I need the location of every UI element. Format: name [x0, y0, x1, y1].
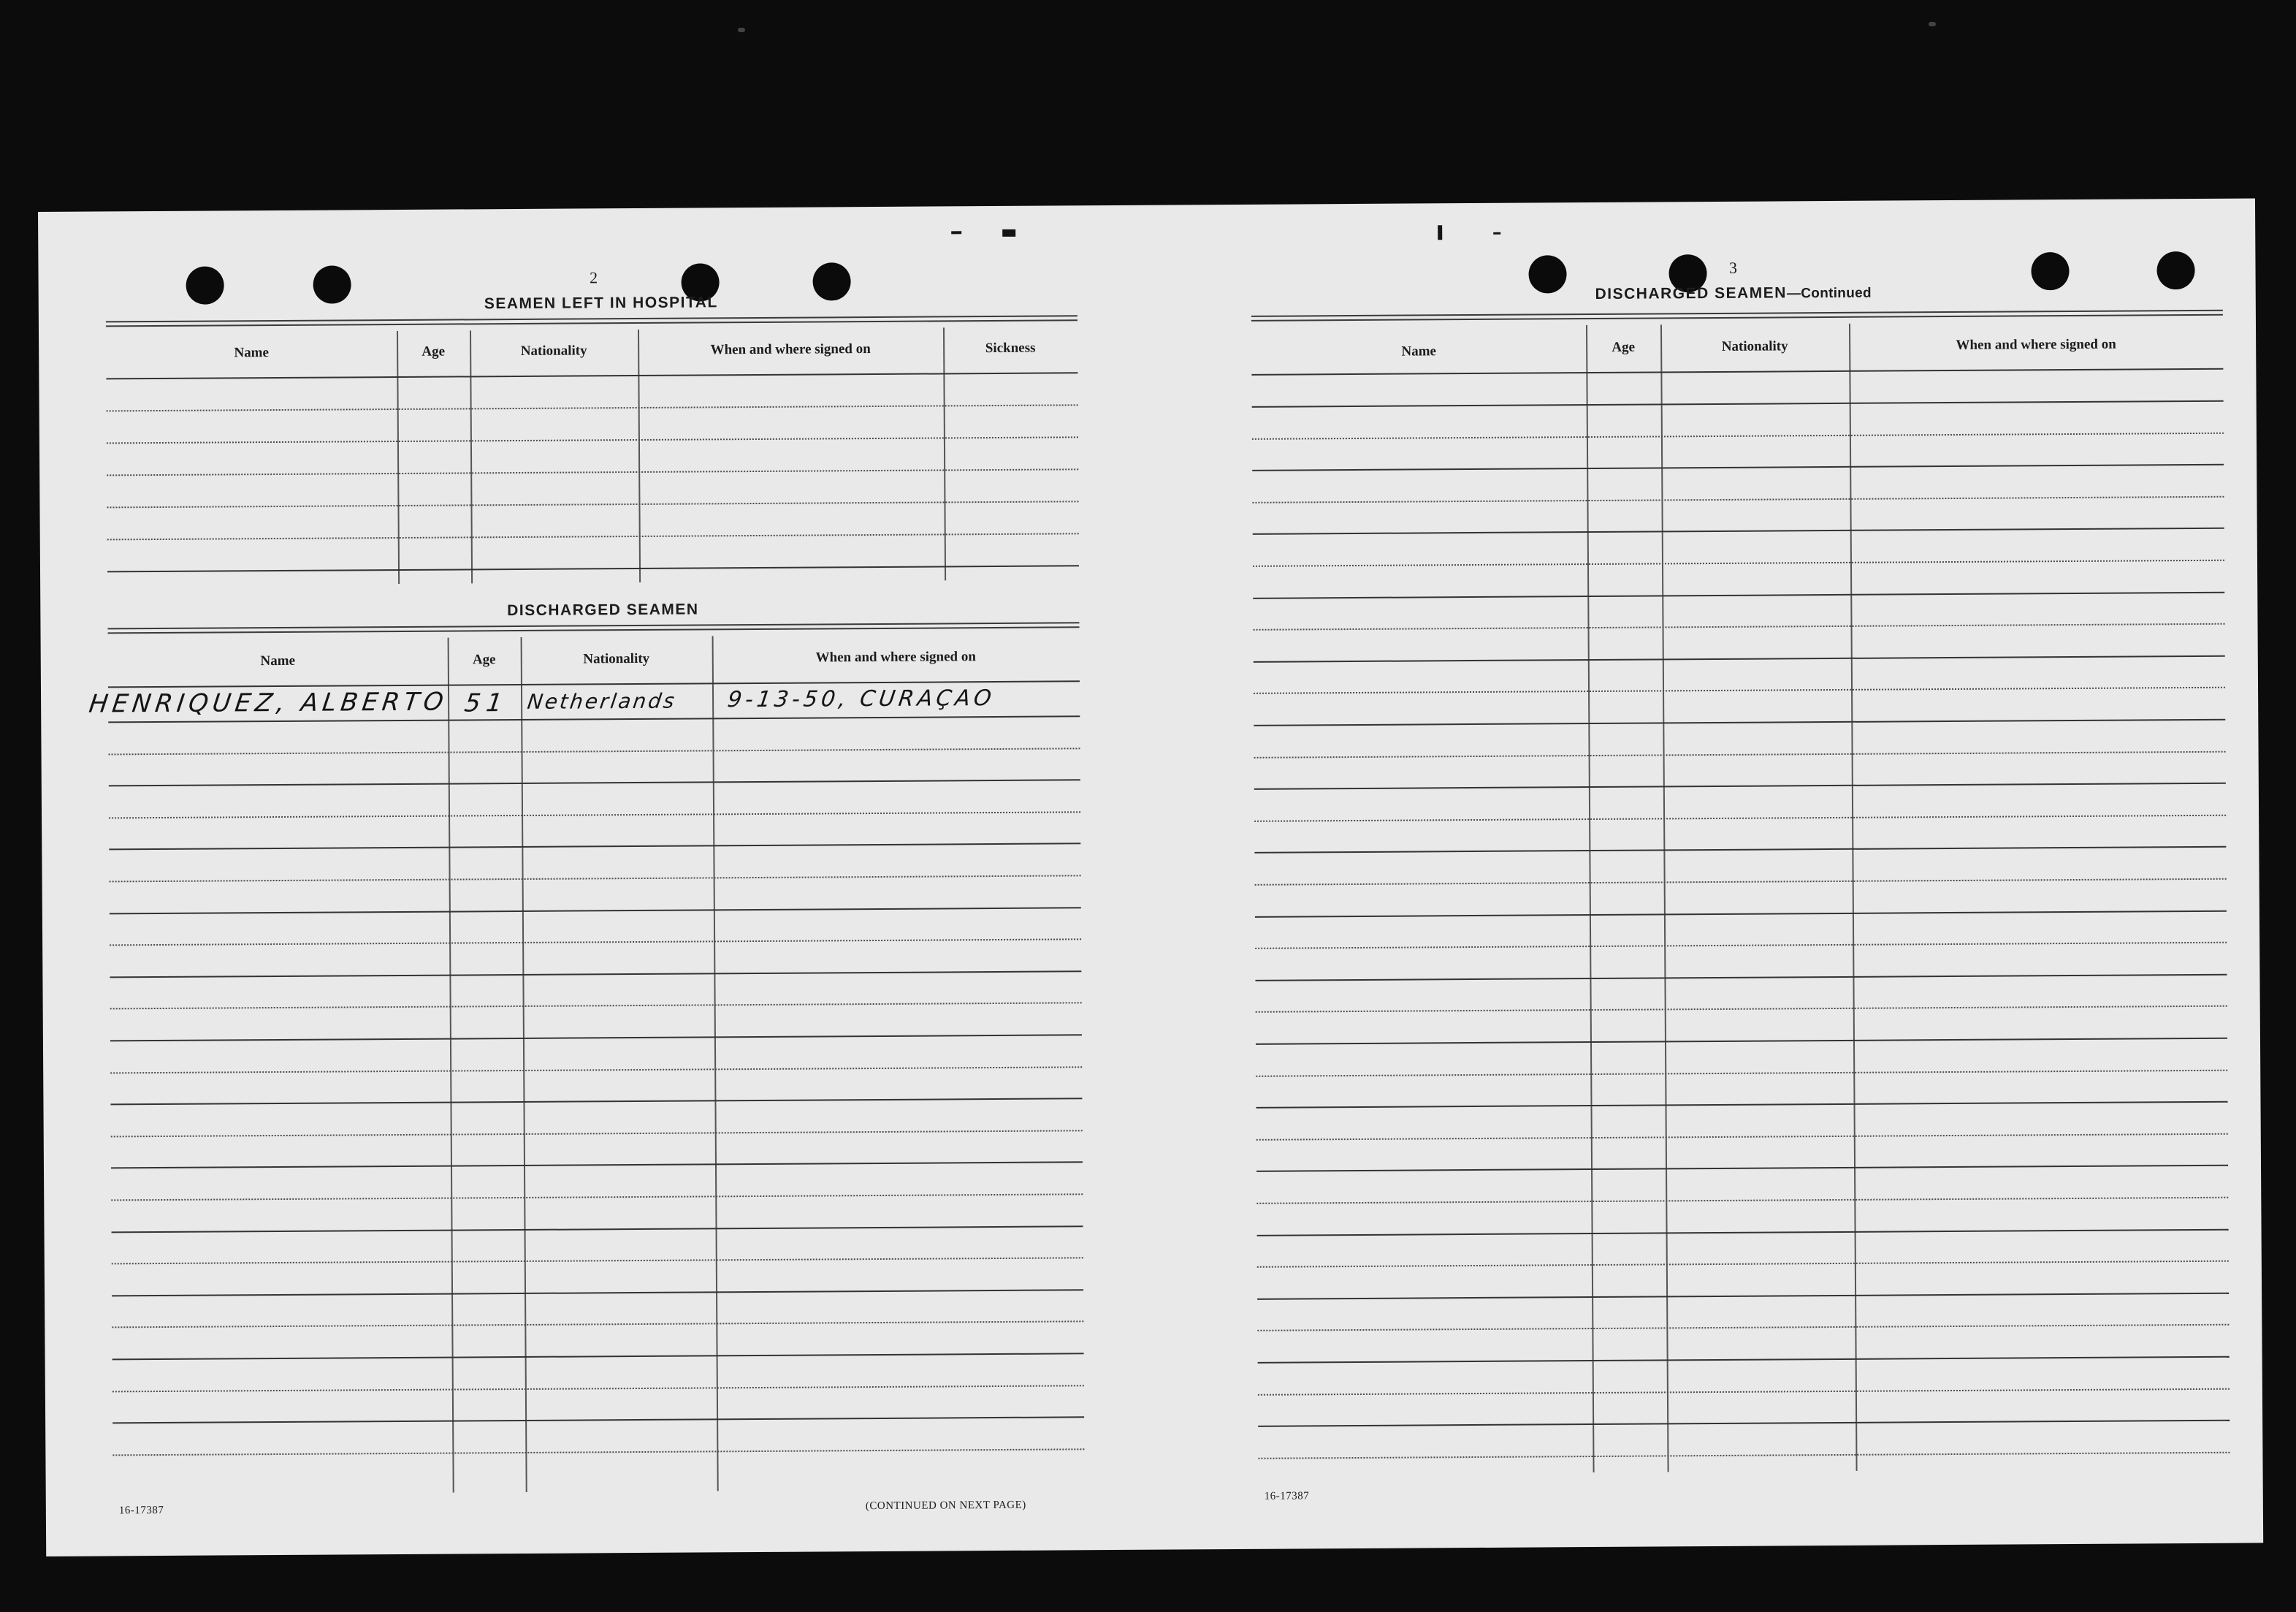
row-line: [112, 1448, 1084, 1456]
discharged-continued-table: [1251, 322, 2230, 1475]
row-line: [1255, 974, 2227, 981]
scan-speck: [738, 28, 745, 32]
row-line: [110, 1034, 1082, 1041]
column-header-age: Age: [1612, 339, 1636, 355]
seaman-age: 51: [462, 688, 511, 718]
column-divider: [521, 637, 527, 1492]
seaman-nationality: Netherlands: [525, 688, 679, 714]
row-line: [111, 1193, 1083, 1201]
discharged-section-title: DISCHARGED SEAMEN: [507, 601, 699, 620]
row-line: [110, 1098, 1082, 1105]
row-line: [1252, 432, 2224, 439]
row-line: [109, 779, 1080, 786]
row-line: [110, 1066, 1082, 1073]
row-line: [1254, 783, 2226, 790]
column-header-name: Name: [1401, 343, 1436, 360]
row-line: [112, 1321, 1083, 1328]
punch-hole: [812, 262, 850, 300]
column-divider: [1660, 324, 1669, 1472]
row-line: [107, 436, 1078, 444]
continued-note: (CONTINUED ON NEXT PAGE): [865, 1499, 1026, 1513]
row-line: [1258, 1388, 2230, 1395]
column-header-nationality: Nationality: [520, 343, 587, 359]
title-rule: [1251, 310, 2223, 322]
discharged-continued-rows: [1251, 322, 2223, 327]
ink-mark: [1438, 225, 1442, 240]
column-divider: [448, 638, 454, 1493]
row-line: [109, 748, 1080, 755]
row-line: [1256, 1101, 2228, 1109]
row-line: [1256, 1197, 2228, 1204]
row-line: [107, 533, 1079, 540]
ink-mark: [951, 231, 961, 234]
discharged-continued-title: [1529, 284, 1938, 303]
column-header-signed-on: When and where signed on: [815, 649, 976, 666]
discharged-rows: [108, 634, 1080, 639]
row-line: [109, 843, 1080, 851]
page-number: 3: [1728, 258, 1738, 277]
hospital-table: [106, 327, 1079, 588]
row-line: [1252, 496, 2224, 503]
row-line: [112, 1257, 1083, 1264]
column-divider: [397, 331, 400, 584]
row-line: [1255, 910, 2227, 917]
ledger-sheet: [38, 198, 2263, 1556]
seaman-name: HENRIQUEZ, ALBERTO: [87, 687, 450, 719]
row-line: [112, 1225, 1083, 1233]
left-page: [38, 205, 1156, 1556]
row-line: [1256, 1165, 2228, 1172]
row-line: [1255, 878, 2227, 886]
form-number: 16-17387: [118, 1504, 164, 1517]
row-line: [110, 875, 1081, 882]
row-line: [111, 1162, 1083, 1169]
column-divider: [638, 330, 641, 582]
row-line: [110, 938, 1081, 946]
header-rule: [106, 372, 1078, 379]
column-header-name: Name: [260, 653, 296, 669]
column-header-nationality: Nationality: [1721, 338, 1788, 354]
title-suffix: —Continued: [1786, 285, 1872, 302]
row-line: [1254, 719, 2225, 726]
row-line: [107, 404, 1078, 411]
row-line: [1254, 623, 2225, 631]
row-line: [112, 1416, 1084, 1423]
column-divider: [943, 327, 946, 580]
row-line: [1256, 1005, 2227, 1013]
punch-hole: [2031, 252, 2069, 290]
row-line: [1257, 1228, 2229, 1236]
column-header-signed-on: When and where signed on: [1956, 336, 2116, 353]
ink-mark: [1002, 229, 1015, 237]
row-line: [107, 565, 1079, 572]
row-line: [1258, 1356, 2230, 1364]
row-line: [110, 907, 1081, 914]
row-line: [112, 1385, 1084, 1392]
row-line: [1253, 560, 2224, 567]
row-line: [1257, 1324, 2229, 1331]
row-line: [1254, 846, 2226, 853]
column-divider: [1586, 325, 1595, 1472]
row-line: [110, 970, 1081, 978]
ink-mark: [1493, 232, 1500, 235]
row-line: [112, 1289, 1083, 1296]
row-line: [107, 468, 1078, 476]
row-line: [1256, 1069, 2227, 1076]
column-divider: [712, 636, 719, 1491]
row-line: [111, 1130, 1083, 1137]
column-header-age: Age: [472, 652, 496, 668]
form-number: 16-17387: [1264, 1490, 1310, 1502]
row-line: [109, 811, 1080, 818]
row-line: [1256, 1038, 2227, 1045]
title-main: DISCHARGED SEAMEN: [1595, 284, 1787, 303]
row-line: [1254, 687, 2225, 694]
row-line: [1254, 655, 2225, 663]
row-line: [1257, 1261, 2229, 1268]
punch-hole: [313, 265, 351, 303]
row-line: [1255, 942, 2227, 949]
title-rule: [106, 315, 1078, 327]
row-line: [1253, 591, 2224, 598]
column-header-age: Age: [422, 343, 446, 360]
row-line: [112, 1353, 1084, 1360]
discharged-table: [87, 634, 1085, 1494]
row-line: [1257, 1293, 2229, 1300]
column-divider: [470, 330, 473, 583]
row-line: [1258, 1420, 2230, 1427]
row-line: [1256, 1133, 2228, 1141]
header-rule: [1251, 368, 2223, 376]
column-header-nationality: Nationality: [583, 650, 650, 667]
row-line: [1252, 464, 2224, 471]
column-header-name: Name: [234, 345, 269, 361]
right-page: [1148, 198, 2263, 1549]
punch-hole: [2156, 251, 2194, 289]
scan-speck: [1929, 22, 1936, 26]
column-header-signed-on: When and where signed on: [710, 341, 871, 358]
row-line: [107, 501, 1078, 508]
row-line: [1254, 815, 2226, 822]
column-header-sickness: Sickness: [985, 340, 1036, 357]
row-line: [110, 1003, 1082, 1010]
punch-hole: [186, 266, 224, 304]
column-divider: [1849, 324, 1858, 1471]
page-number: 2: [589, 268, 598, 287]
row-line: [1254, 750, 2226, 758]
title-rule: [107, 622, 1079, 634]
row-line: [1252, 400, 2224, 408]
seaman-signed-on: 9-13-50, CURAÇAO: [725, 685, 996, 713]
row-line: [1253, 528, 2224, 535]
hospital-section-title: SEAMEN LEFT IN HOSPITAL: [484, 294, 718, 313]
row-line: [1258, 1452, 2230, 1459]
